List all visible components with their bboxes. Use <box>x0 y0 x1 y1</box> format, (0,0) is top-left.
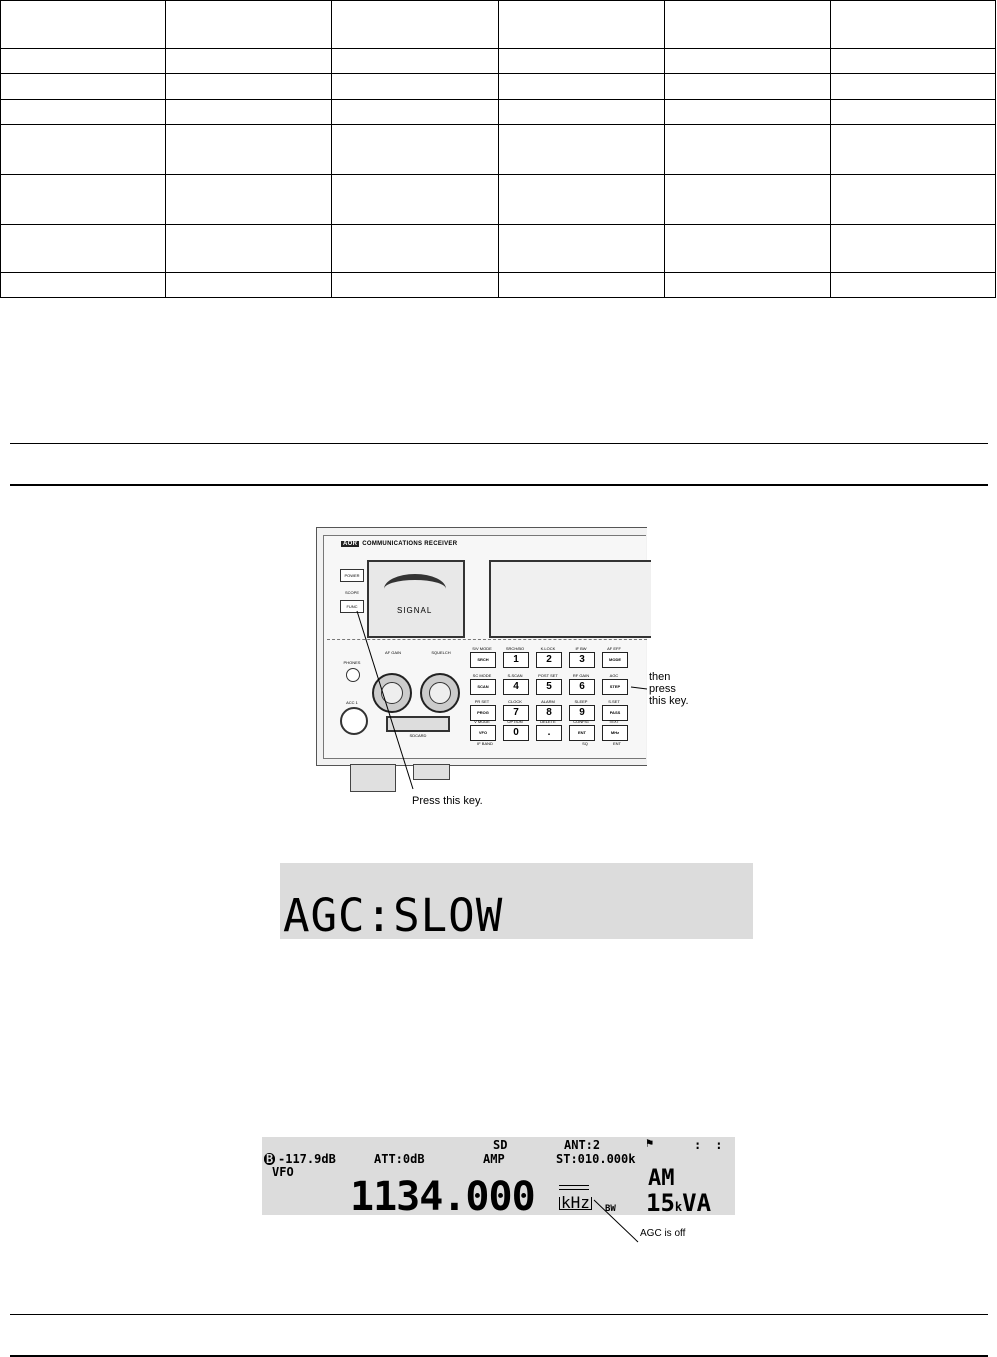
key-function-label: K.LOCK <box>540 646 556 651</box>
key-function-label: AF EFF <box>607 646 621 651</box>
sdcard-label: SDCARD <box>409 733 427 738</box>
footer-rule-top <box>10 1314 988 1315</box>
key-bottom-label: ENT <box>613 741 621 746</box>
key-function-label: CONFIG <box>573 719 589 724</box>
section-rule-top <box>10 443 988 444</box>
signal-level: -117.9dB <box>278 1152 336 1166</box>
key-function-label: S.SET <box>608 699 620 704</box>
agc-bar-icon <box>559 1185 589 1190</box>
antenna-indicator: ANT:2 <box>564 1138 601 1152</box>
keypad-key: MHz <box>602 725 628 741</box>
section-rule-bottom <box>10 484 988 486</box>
callout-lines <box>313 527 684 817</box>
brand-logo: AOR <box>343 541 358 547</box>
key-function-label: POST SET <box>538 673 558 678</box>
flag-icon: ⚑ <box>646 1136 654 1150</box>
keypad-key: SRCH <box>470 652 496 668</box>
receiver-front-panel-figure <box>313 527 689 817</box>
keypad-key: PASS <box>602 705 628 721</box>
scope-label: SCOPE <box>344 590 359 595</box>
keypad-key: 6 <box>569 679 595 695</box>
attenuator: ATT:0dB <box>374 1152 425 1166</box>
keypad-key: 2 <box>536 652 562 668</box>
squelch-label: SQUELCH <box>431 650 451 655</box>
keypad-key: SCAN <box>470 679 496 695</box>
va-indicator: VA <box>682 1189 712 1217</box>
af-gain-label: AF GAIN <box>384 650 401 655</box>
mode-indicator: AM <box>648 1166 675 1191</box>
key-function-label: SLEEP <box>574 699 588 704</box>
dots-icon: :: <box>694 1138 737 1152</box>
key-function-label: SRCH/BO <box>505 646 525 651</box>
main-lcd-display <box>262 1136 737 1220</box>
key-function-label: ALARM <box>541 699 555 704</box>
model-label: COMMUNICATIONS RECEIVER <box>362 541 458 547</box>
bandwidth-unit: k <box>674 1200 683 1214</box>
frequency-readout: 1134.000 <box>350 1174 535 1220</box>
key-bottom-label: SQ <box>582 741 588 746</box>
amp-indicator: AMP <box>483 1152 505 1166</box>
press-this-key-callout: Press this key. <box>412 795 483 807</box>
agc-lcd-text: AGC:SLOW <box>283 889 504 942</box>
key-function-label: S/V MODE <box>472 646 492 651</box>
keypad-key: STEP <box>602 679 628 695</box>
keypad-key: 9 <box>569 705 595 721</box>
keypad-key: 1 <box>503 652 529 668</box>
agc-slow-lcd <box>280 863 753 942</box>
power-key: POWER <box>340 569 364 582</box>
key-bottom-label: IF BAND <box>477 741 493 746</box>
key-function-label: OPTION <box>507 719 523 724</box>
keypad-key: 5 <box>536 679 562 695</box>
sd-indicator: SD <box>493 1138 508 1152</box>
meter-label: SIGNAL <box>397 606 433 615</box>
key-function-label: AGC <box>609 673 619 678</box>
bandwidth-number: 15 <box>646 1189 675 1217</box>
bank-badge: B <box>266 1152 274 1166</box>
phones-label: PHONES <box>343 660 361 665</box>
keypad-key: 8 <box>536 705 562 721</box>
acc-label: ACC 1 <box>346 700 358 705</box>
keypad-key: PROG <box>470 705 496 721</box>
key-function-label: IF BW <box>575 646 587 651</box>
key-function-label: TEXT <box>608 719 620 724</box>
keypad-key: . <box>536 725 562 741</box>
key-function-label: CLOCK <box>508 699 522 704</box>
key-function-label: RF GAIN <box>572 673 590 678</box>
keypad-key: 4 <box>503 679 529 695</box>
keypad-key: ENT <box>569 725 595 741</box>
func-key: FUNC <box>340 600 364 613</box>
keypad-key: VFO <box>470 725 496 741</box>
then-press-callout: then press this key. <box>649 671 689 707</box>
step-indicator: ST:010.000k <box>556 1152 636 1166</box>
bandwidth-value <box>646 1191 711 1219</box>
agc-callout-line <box>590 1196 650 1248</box>
empty-table <box>0 0 996 298</box>
agc-off-annotation: AGC is off <box>640 1228 686 1239</box>
unit-label: kHz <box>561 1193 590 1212</box>
key-function-label: SC MODE <box>472 673 492 678</box>
keypad-key: 3 <box>569 652 595 668</box>
key-function-label: V MODE <box>474 719 490 724</box>
keypad-key: 7 <box>503 705 529 721</box>
vfo-indicator: VFO <box>272 1165 294 1179</box>
key-function-label: S-SCAN <box>507 673 523 678</box>
keypad-key: MODE <box>602 652 628 668</box>
bw-tag: BW <box>605 1204 616 1214</box>
key-function-label: DELETE <box>540 719 556 724</box>
key-function-label: PR SET <box>474 699 490 704</box>
keypad-key: 0 <box>503 725 529 741</box>
